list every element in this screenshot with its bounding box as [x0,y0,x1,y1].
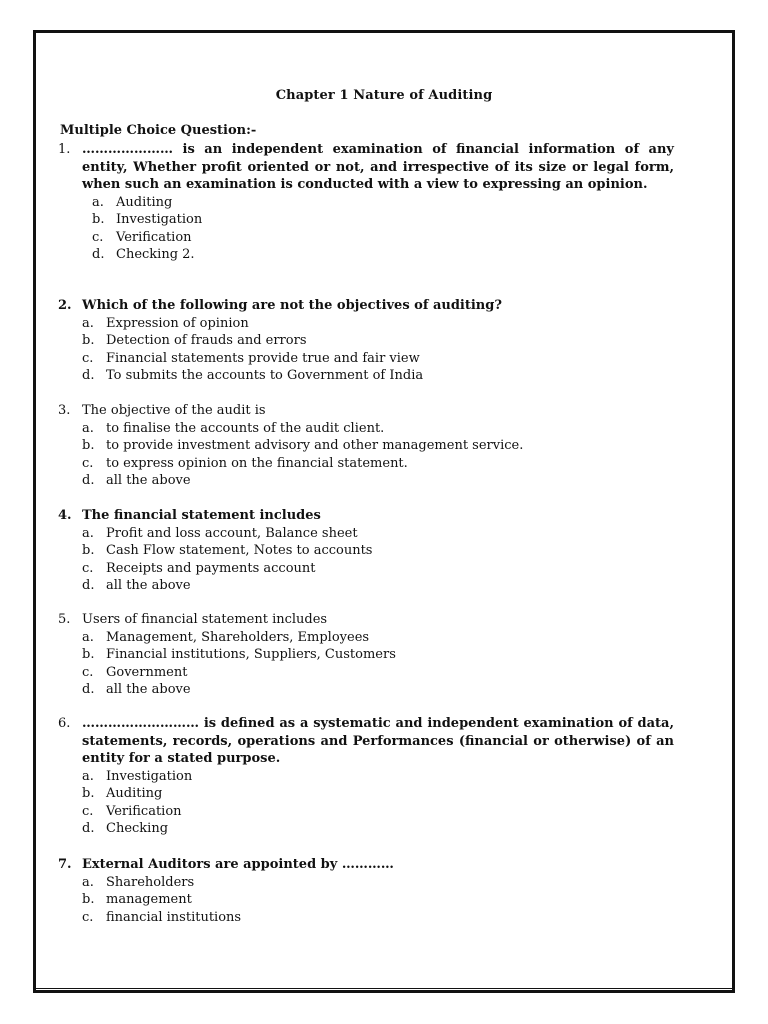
question-1 [58,141,674,264]
page-title: Chapter 1 Nature of Auditing [275,88,493,103]
option-item [82,525,674,543]
option-item [82,646,674,664]
option-text: Management, Shareholders, Employees [106,629,370,645]
option-text: Investigation [106,768,193,784]
option-letter: a. [82,768,94,784]
option-letter: a. [82,525,94,541]
option-letter: c. [82,455,94,471]
option-letter: c. [82,664,94,680]
option-text: Government [106,664,188,680]
question-number: 3. [58,403,71,418]
option-letter: a. [82,874,94,890]
option-text: Expression of opinion [106,315,249,331]
option-text: Verification [116,229,192,245]
option-letter: d. [82,368,95,383]
option-letter: d. [82,473,95,488]
option-letter: b. [92,212,105,227]
option-text: all the above [106,682,191,697]
option-letter: c. [92,229,104,245]
option-text: Checking [106,821,169,836]
option-letter: c. [82,350,94,366]
question-text: The objective of the audit is [82,403,266,418]
option-letter: a. [82,629,94,645]
option-item [82,629,674,647]
question-text: The financial statement includes [82,508,321,523]
option-letter: b. [82,438,95,453]
question-number: 6. [58,716,71,731]
option-list [58,525,674,595]
option-list [58,194,674,264]
option-text: to express opinion on the financial statement. [106,455,408,471]
option-letter: a. [92,194,104,210]
option-text: Detection of frauds and errors [106,333,307,348]
option-letter: d. [82,578,95,593]
option-text: all the above [106,578,191,593]
page-border-bottom-line [36,988,732,989]
option-text: Financial institutions, Suppliers, Customers [106,647,396,662]
option-text: Verification [106,803,182,819]
question-number: 4. [58,508,72,523]
option-letter: b. [82,786,95,801]
option-letter: b. [82,892,95,907]
option-item [92,194,674,212]
option-item [82,891,674,909]
question-number: 2. [58,298,72,313]
option-text: Cash Flow statement, Notes to accounts [106,543,373,558]
question-number: 5. [58,612,71,627]
option-item [92,246,674,264]
option-item [82,820,674,838]
option-item [92,229,674,247]
question-number: 7. [58,857,72,872]
option-item [82,768,674,786]
option-text: Profit and loss account, Balance sheet [106,525,358,541]
option-letter: b. [82,333,95,348]
option-text: Receipts and payments account [106,560,316,576]
option-text: Financial statements provide true and fair view [106,350,420,366]
option-letter: d. [92,247,105,262]
option-item [92,211,674,229]
question-number: 1. [58,142,71,157]
question-text: External Auditors are appointed by ………… [82,857,394,872]
option-item [82,803,674,821]
option-letter: d. [82,682,95,697]
option-letter: a. [82,315,94,331]
option-item [82,455,674,473]
option-text: financial institutions [106,909,242,925]
option-list [58,315,674,385]
option-letter: a. [82,420,94,436]
option-text: Auditing [116,194,173,210]
option-item [82,472,674,490]
option-item [82,350,674,368]
option-letter: b. [82,543,95,558]
option-text: to finalise the accounts of the audit client. [106,420,385,436]
option-item [82,785,674,803]
question-7 [58,856,674,926]
option-letter: c. [82,803,94,819]
option-item [82,909,674,927]
option-text: Checking 2. [116,247,195,262]
question-3 [58,402,674,490]
option-list [58,629,674,699]
option-item [82,367,674,385]
option-letter: c. [82,909,94,925]
option-item [82,420,674,438]
option-letter: d. [82,821,95,836]
option-list [58,768,674,838]
option-letter: c. [82,560,94,576]
question-text: ………………… is an independent examination of financial information of any entity, Whether profit oriented or not, and irrespective of its size or legal form, when such an examination is conducted with a view to expressing an opinion. [82,142,674,192]
question-6 [58,715,674,838]
option-text: To submits the accounts to Government of India [106,368,424,383]
option-text: all the above [106,473,191,488]
option-item [82,542,674,560]
option-text: management [106,892,192,907]
option-item [82,577,674,595]
option-text: to provide investment advisory and other management service. [106,438,524,453]
question-5 [58,611,674,699]
question-4 [58,507,674,595]
section-heading: Multiple Choice Question:- [60,123,257,138]
question-text: Which of the following are not the objectives of auditing? [82,298,502,313]
option-text: Investigation [116,212,203,227]
option-list [58,420,674,490]
option-list [58,874,674,927]
option-item [82,664,674,682]
option-letter: b. [82,647,95,662]
question-2 [58,297,674,385]
option-item [82,874,674,892]
option-item [82,332,674,350]
option-item [82,437,674,455]
question-text: Users of financial statement includes [82,612,328,627]
option-text: Shareholders [106,874,195,890]
option-item [82,560,674,578]
option-text: Auditing [106,786,163,801]
question-text: ……………………… is defined as a systematic and independent examination of data, statements, records, operations and Performances (financial or otherwise) of an entity for a stated purpose. [82,716,674,766]
option-item [82,315,674,333]
option-item [82,681,674,699]
